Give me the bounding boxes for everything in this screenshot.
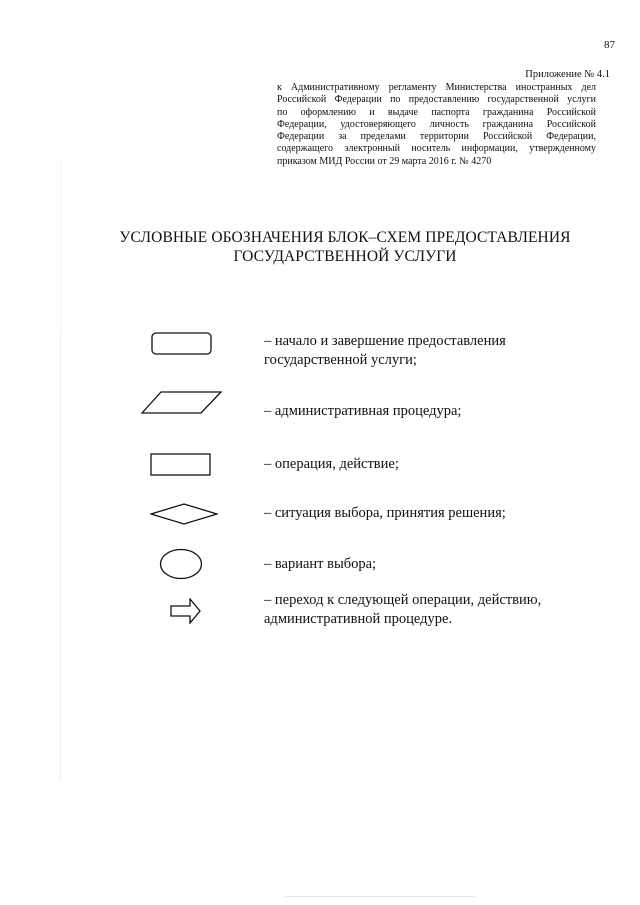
appendix-line: к Административному регламенту Министерства иностранных дел — [277, 82, 596, 93]
scan-artifact-left — [60, 160, 61, 780]
legend-text — [264, 332, 584, 370]
right-arrow-icon — [170, 598, 202, 624]
legend-text — [264, 555, 584, 574]
legend-text-line: – вариант выбора; — [264, 556, 377, 572]
rounded-rectangle-symbol — [151, 332, 213, 356]
legend-text — [264, 402, 584, 421]
rectangle-symbol — [150, 453, 212, 477]
legend-text-line: – административная процедура; — [264, 403, 462, 419]
appendix-title: Приложение № 4.1 — [525, 69, 610, 80]
legend-text — [264, 504, 584, 523]
page-number: 87 — [604, 39, 615, 51]
document-title — [110, 228, 580, 266]
appendix-text — [277, 82, 596, 168]
legend-text — [264, 455, 584, 474]
appendix-line: Федерации за пределами территории Российской Федерации, — [277, 131, 596, 143]
appendix-line: Федерации, удостоверяющего личность гражданина Российской — [277, 118, 596, 130]
legend-text-line: административной процедуре. — [264, 611, 453, 627]
appendix-line: содержащего электронный носитель информации, утвержденному — [277, 143, 596, 155]
document-title-line: УСЛОВНЫЕ ОБОЗНАЧЕНИЯ БЛОК–СХЕМ ПРЕДОСТАВЛЕНИЯ — [119, 229, 571, 246]
appendix-line: по оформлению и выдаче паспорта гражданина Российской — [277, 106, 596, 118]
legend-text-line: – ситуация выбора, принятия решения; — [264, 505, 506, 521]
appendix-line: Российской Федерации по предоставлению государственной услуги — [277, 94, 596, 106]
parallelogram-symbol — [141, 391, 223, 415]
ellipse-symbol — [159, 548, 203, 580]
document-title-line: ГОСУДАРСТВЕННОЙ УСЛУГИ — [233, 248, 457, 265]
legend-text-line: – начало и завершение предоставления — [264, 333, 506, 349]
scan-artifact-bottom — [285, 896, 475, 897]
legend-text-line: – переход к следующей операции, действию, — [264, 592, 542, 608]
diamond-symbol — [150, 503, 218, 525]
appendix-line: приказом МИД России от 29 марта 2016 г. № 4270 — [277, 155, 492, 167]
legend-text — [264, 591, 584, 629]
legend-text-line: – операция, действие; — [264, 456, 399, 472]
legend-text-line: государственной услуги; — [264, 352, 417, 368]
